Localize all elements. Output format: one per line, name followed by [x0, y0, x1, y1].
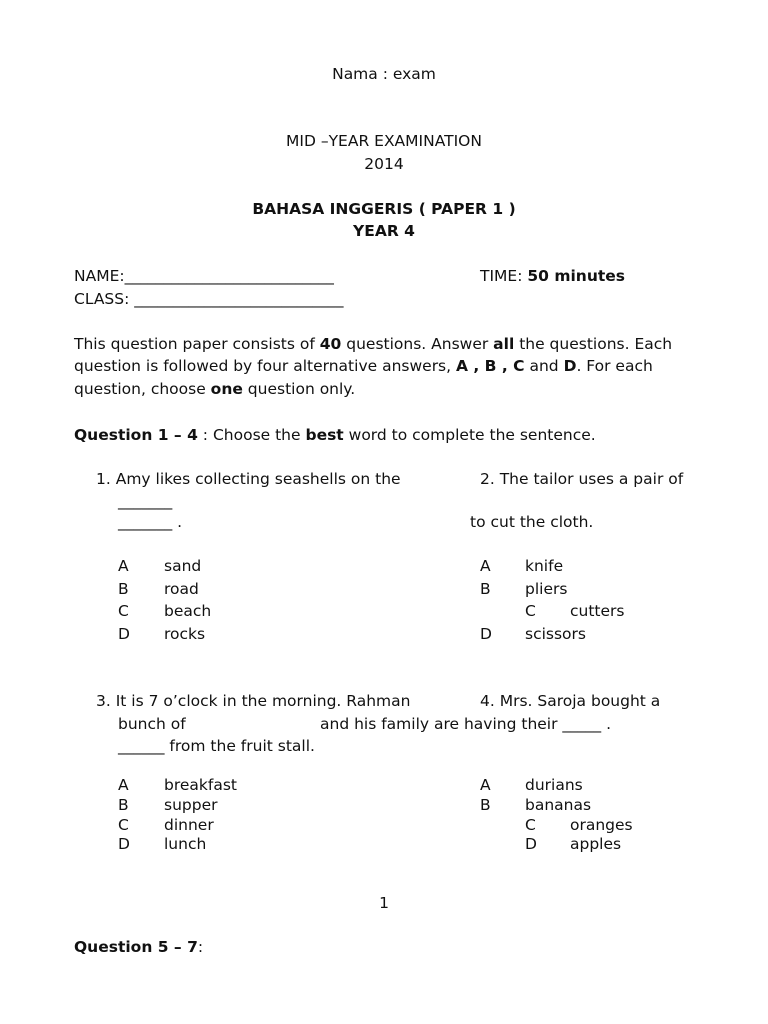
- q3-option-text: dinner: [164, 816, 214, 834]
- q3-stem-line-3: ______ from the fruit stall.: [118, 737, 315, 755]
- name-blank: ___________________________: [124, 267, 334, 285]
- q4-option-text: durians: [525, 776, 583, 794]
- instr-bold: 40: [319, 335, 342, 353]
- year-level: YEAR 4: [353, 222, 415, 240]
- name-field: [74, 266, 334, 286]
- q2-option-text: pliers: [525, 580, 568, 598]
- instructions-line-2: [74, 356, 653, 376]
- q2-option-text: knife: [525, 557, 564, 575]
- exam-year: 2014: [364, 155, 404, 173]
- q2-option-letter: B: [480, 580, 491, 598]
- instr-bold: all: [493, 335, 515, 353]
- instructions-line-3: [74, 379, 355, 399]
- instr-text: the questions. Each: [514, 335, 673, 353]
- q2-stem-line-1: 2. The tailor uses a pair of: [480, 470, 684, 488]
- instr-text: This question paper consists of: [74, 335, 320, 353]
- instr-text: question only.: [242, 380, 356, 398]
- q1-option-text: sand: [164, 557, 202, 575]
- instr-text: question, choose: [74, 380, 211, 398]
- q4-option-letter: B: [480, 796, 491, 814]
- q4-option-letter: A: [480, 776, 491, 794]
- q1-option-letter: C: [118, 602, 129, 620]
- instr-text: and: [524, 357, 564, 375]
- q3-option-text: breakfast: [164, 776, 237, 794]
- q4-option-text: oranges: [570, 816, 633, 834]
- section-text: word to complete the sentence.: [343, 426, 596, 444]
- instr-bold: D: [563, 357, 577, 375]
- q1-stem-line-3: _______ .: [118, 513, 183, 531]
- section-bold: best: [305, 426, 344, 444]
- q4-option-letter: C: [525, 816, 536, 834]
- section-text: : Choose the: [197, 426, 306, 444]
- time-value: 50 minutes: [527, 267, 626, 285]
- subject-title: BAHASA INGGERIS ( PAPER 1 ): [252, 200, 516, 218]
- q3-option-text: lunch: [164, 835, 207, 853]
- instr-text: questions. Answer: [341, 335, 494, 353]
- class-label: CLASS:: [74, 290, 130, 308]
- q3-option-letter: D: [118, 835, 130, 853]
- instructions-line-1: [74, 334, 672, 354]
- q2-stem-line-2: to cut the cloth.: [470, 513, 594, 531]
- q1-option-text: beach: [164, 602, 212, 620]
- section-heading-bold: Question 5 – 7: [74, 938, 198, 956]
- q3-stem-line-2a: bunch of: [118, 715, 186, 733]
- section-1-heading: [74, 425, 596, 445]
- q1-option-text: rocks: [164, 625, 206, 643]
- q1-option-letter: D: [118, 625, 130, 643]
- time-label: TIME:: [480, 267, 528, 285]
- nama-line: Nama : exam: [332, 65, 436, 83]
- time-field: [480, 266, 625, 286]
- exam-title: MID –YEAR EXAMINATION: [286, 132, 482, 150]
- q4-option-text: apples: [570, 835, 622, 853]
- q3-option-letter: A: [118, 776, 129, 794]
- q1-option-text: road: [164, 580, 199, 598]
- name-label: NAME:: [74, 267, 125, 285]
- q1-option-letter: B: [118, 580, 129, 598]
- instr-bold: one: [210, 380, 243, 398]
- instr-text: . For each: [576, 357, 653, 375]
- q3-stem-line-2b: and his family are having their _____ .: [320, 715, 612, 733]
- q1-stem-line-1: 1. Amy likes collecting seashells on the: [96, 470, 401, 488]
- class-field: [74, 289, 344, 309]
- q3-option-letter: B: [118, 796, 129, 814]
- q4-option-letter: D: [525, 835, 537, 853]
- instr-bold: A , B , C: [456, 357, 525, 375]
- q2-option-letter: D: [480, 625, 492, 643]
- q2-option-text: cutters: [570, 602, 625, 620]
- q3-option-text: supper: [164, 796, 218, 814]
- page-number: 1: [379, 894, 389, 912]
- class-blank: ___________________________: [129, 290, 344, 308]
- section-colon: :: [197, 938, 204, 956]
- q3-option-letter: C: [118, 816, 129, 834]
- section-heading-bold: Question 1 – 4: [74, 426, 198, 444]
- q2-option-letter: C: [525, 602, 536, 620]
- q4-stem-line-1: 4. Mrs. Saroja bought a: [480, 692, 661, 710]
- q1-stem-line-2: _______: [118, 492, 173, 510]
- q2-option-text: scissors: [525, 625, 586, 643]
- q3-stem-line-1: 3. It is 7 o’clock in the morning. Rahman: [96, 692, 411, 710]
- q2-option-letter: A: [480, 557, 491, 575]
- section-2-heading: [74, 937, 203, 957]
- q4-option-text: bananas: [525, 796, 592, 814]
- instr-text: question is followed by four alternative answers,: [74, 357, 456, 375]
- q1-option-letter: A: [118, 557, 129, 575]
